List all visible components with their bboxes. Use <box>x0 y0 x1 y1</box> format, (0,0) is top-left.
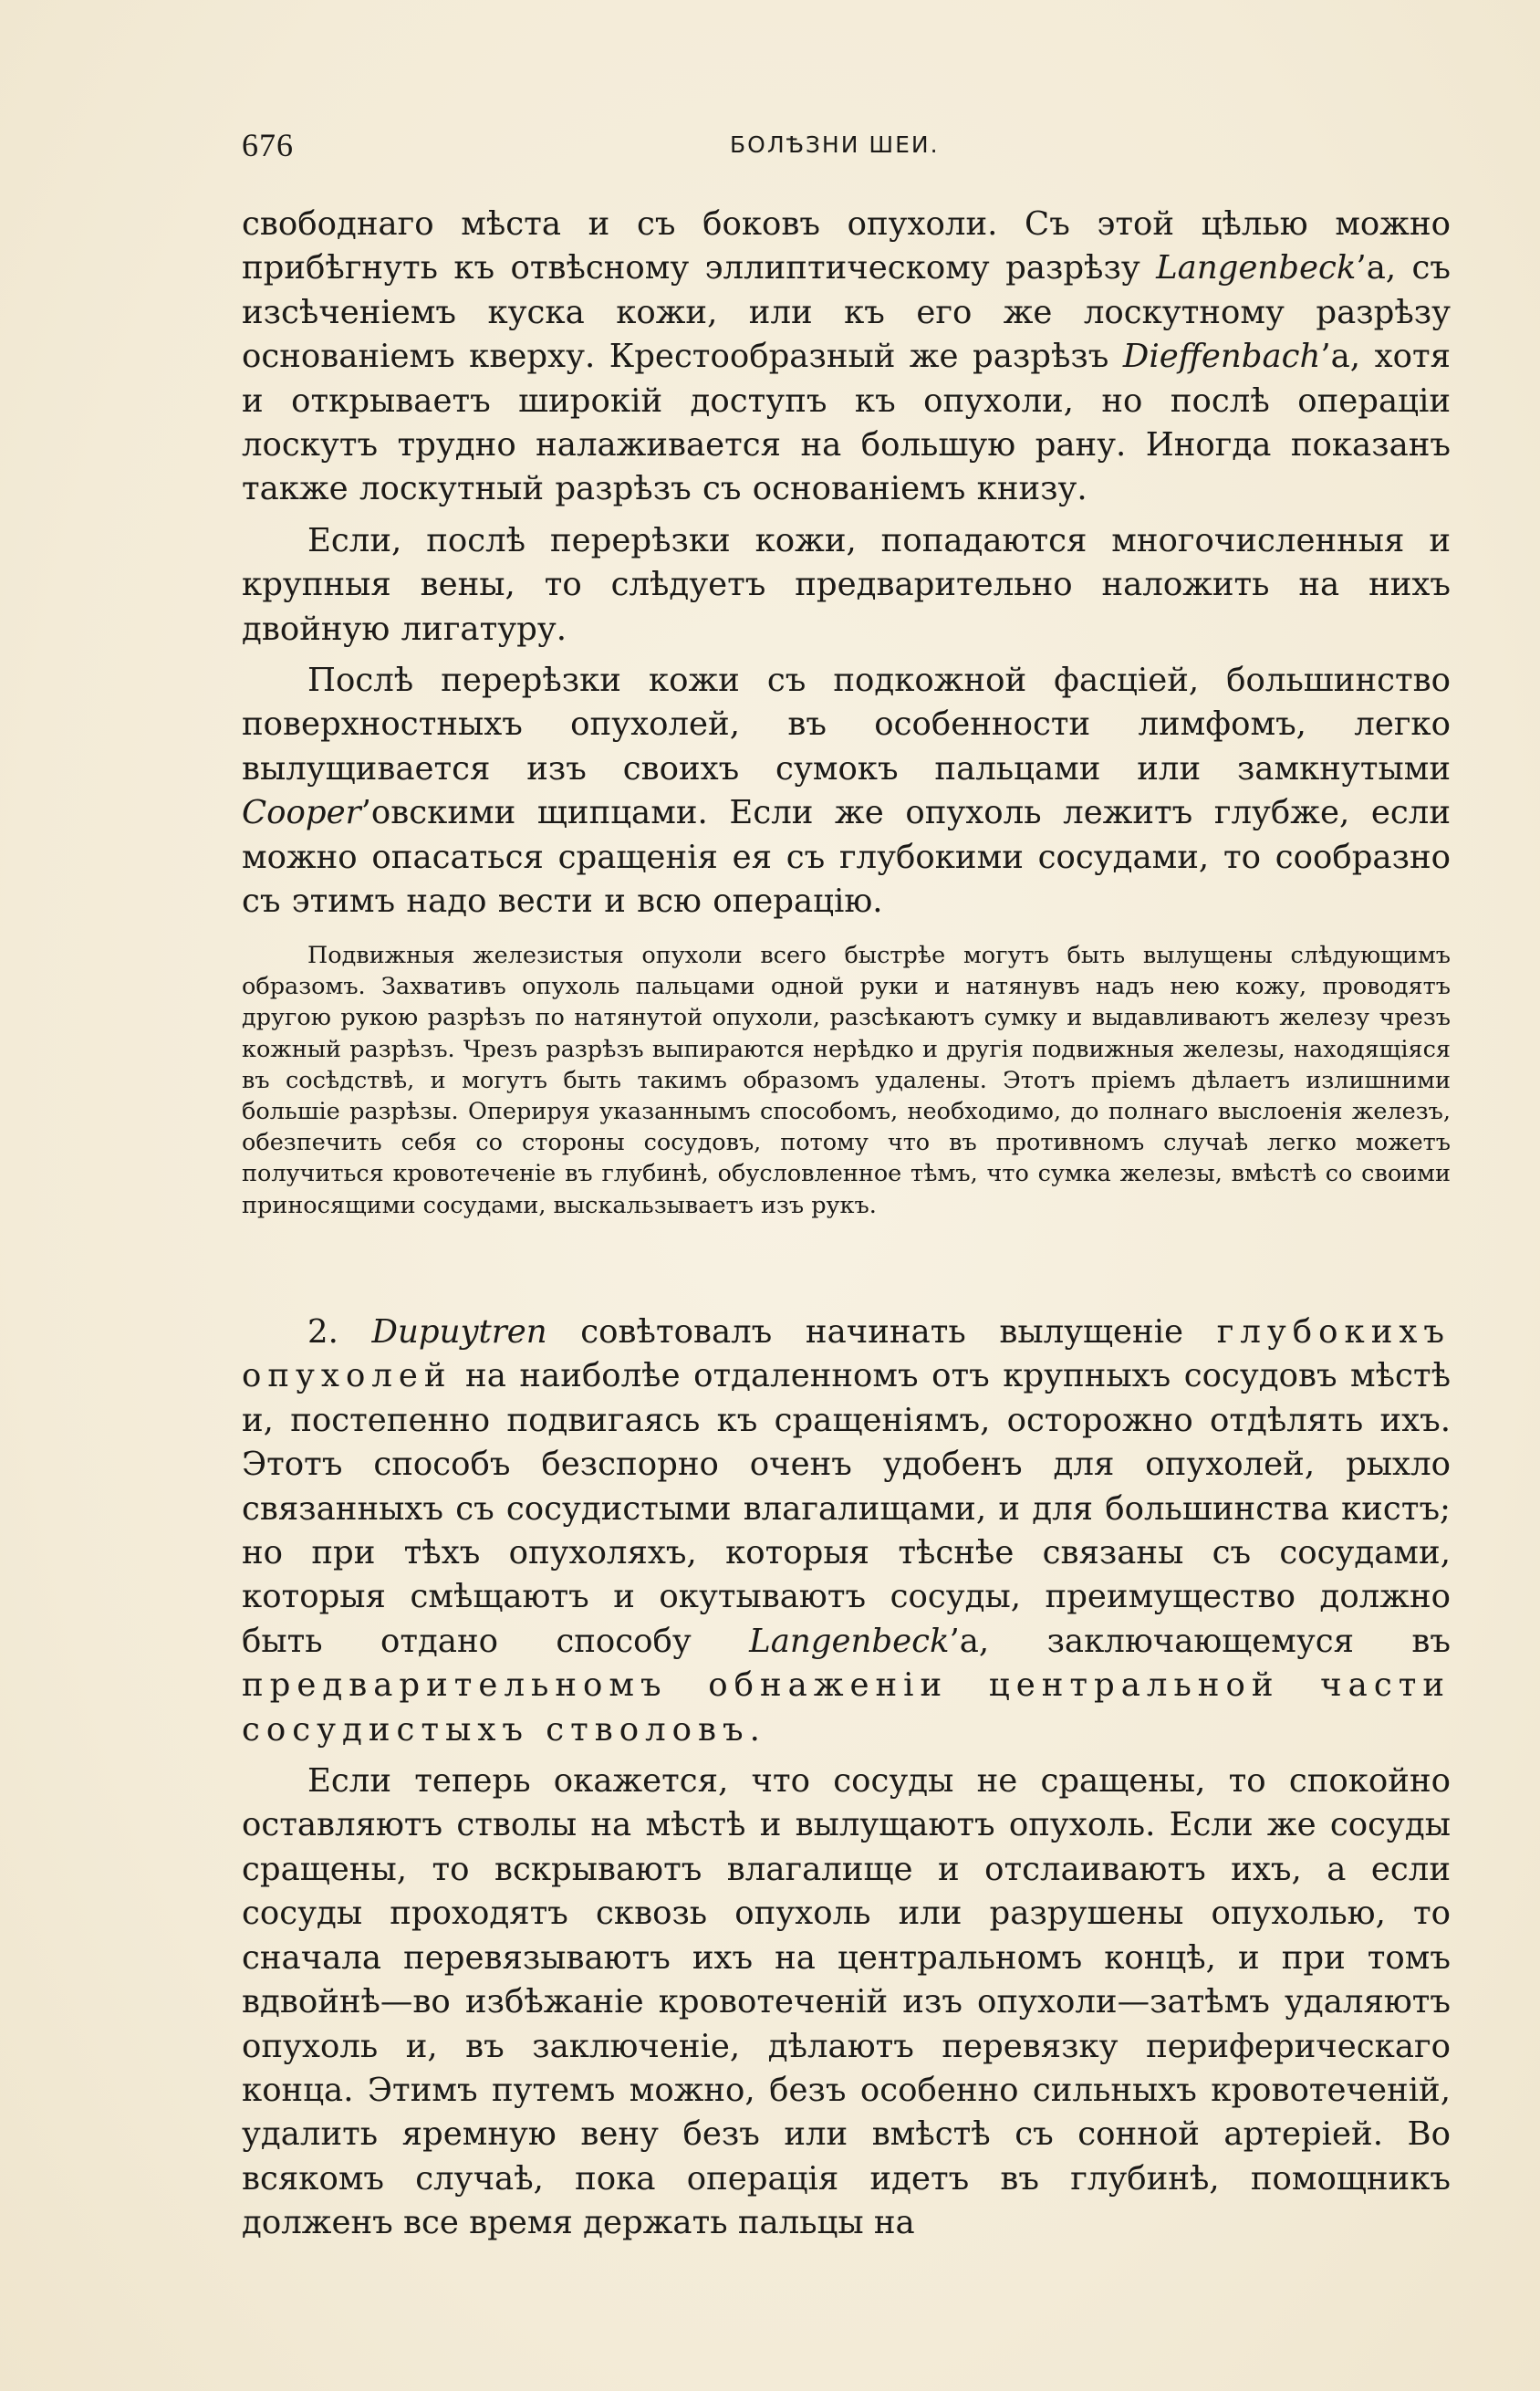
text-run: ’а, заключающемуся въ <box>949 1622 1451 1660</box>
small-print-note: Подвижныя железистыя опухоли всего быстрѣе могутъ быть вылущены слѣдующимъ образомъ. Захвативъ опухоль пальцами одной руки и натянувъ надъ нею кожу, проводятъ другою рукою разрѣзъ по натянутой опухоли, разсѣкаютъ сумку и выдавливаютъ железу чрезъ кожный разрѣзъ. Чрезъ разрѣзъ выпираются нерѣдко и другія подвижныя железы, находящіяся въ сосѣдствѣ, и могутъ быть такимъ образомъ удалены. Этотъ пріемъ дѣлаетъ излишними большіе разрѣзы. Оперируя указаннымъ способомъ, необходимо, до полнаго выслоенія железъ, обезпечить себя со стороны сосудовъ, потому что въ противномъ случаѣ легко можетъ получиться кровотеченіе въ глубинѣ, обусловленное тѣмъ, что сумка железы, вмѣстѣ со своими приносящими сосудами, выскальзываетъ изъ рукъ. <box>242 942 1451 1219</box>
text-run: Послѣ перерѣзки кожи съ подкожной фасціей, большинство поверхностныхъ опухолей, въ особенности лимфомъ, легко вылущивается изъ своихъ сумокъ пальцами или замкнутыми <box>242 662 1451 788</box>
text-run: совѣтовалъ начинать вылущеніе <box>546 1313 1217 1351</box>
author-name: Langenbeck <box>749 1622 950 1660</box>
running-title: БОЛѢЗНИ ШЕИ. <box>730 131 940 158</box>
text-run: ’овскими щипцами. Если же опухоль лежитъ глубже, если можно опасаться сращенія ея съ глубокими сосудами, то сообразно съ этимъ надо вести и всю операцію. <box>242 794 1451 921</box>
text-run: . <box>749 1710 760 1749</box>
text-run: свободнаго мѣста и съ боковъ опухоли. Съ этой цѣлью можно прибѣгнуть къ отвѣсному эллиптическому разрѣзу <box>242 205 1451 287</box>
page-number: 676 <box>242 127 294 163</box>
author-name: Langenbeck <box>1156 249 1357 287</box>
main-text-lower <box>242 1310 1451 2246</box>
page-header <box>242 126 1455 162</box>
author-name: Cooper <box>242 794 361 832</box>
paragraph-3 <box>242 659 1451 924</box>
text-run: на наиболѣе отдаленномъ отъ крупныхъ сосудовъ мѣстѣ и, постепенно подвигаясь къ сращеніямъ, осторожно отдѣлять ихъ. Этотъ способъ безспорно оченъ удобенъ для опухолей, рыхло связанныхъ съ сосудистыми влагалищами, и для большинства кистъ; но при тѣхъ опухоляхъ, которыя тѣснѣе связаны съ сосудами, которыя смѣщаютъ и окутываютъ сосуды, преимущество должно быть отдано способу <box>242 1357 1451 1660</box>
text-run: ’а, съ изсѣченіемъ куска кожи, или къ его же лоскутному разрѣзу основаніемъ кверху. Крестообразный же разрѣзъ <box>242 249 1451 376</box>
list-number: 2. <box>307 1313 372 1351</box>
emphasized-text: предварительномъ обнаженіи центральной части сосудистыхъ стволовъ <box>242 1666 1451 1749</box>
author-name: Dieffenbach <box>1122 338 1321 376</box>
paragraph-4 <box>242 1310 1451 1752</box>
emphasized-text: глубокихъ опухолей <box>242 1313 1451 1395</box>
paragraph-2: Если, послѣ перерѣзки кожи, попадаются многочисленныя и крупныя вены, то слѣдуетъ предварительно наложить на нихъ двойную лигатуру. <box>242 521 1451 648</box>
author-name: Dupuytren <box>371 1313 547 1351</box>
paragraph-1 <box>242 203 1451 512</box>
main-text-upper <box>242 203 1451 924</box>
text-run: ’а, хотя и открываетъ широкій доступъ къ опухоли, но послѣ операціи лоскутъ трудно налаживается на большую рану. Иногда показанъ также лоскутный разрѣзъ съ основаніемъ книзу. <box>242 338 1452 508</box>
paragraph-5: Если теперь окажется, что сосуды не сращены, то спокойно оставляютъ стволы на мѣстѣ и вылущаютъ опухоль. Если же сосуды сращены, то вскрываютъ влагалище и отслаиваютъ ихъ, а если сосуды проходятъ сквозь опухоль или разрушены опухолью, то сначала перевязываютъ ихъ на центральномъ концѣ, и при томъ вдвойнѣ—во избѣжаніе кровотеченій изъ опухоли—затѣмъ удаляютъ опухоль и, въ заключеніе, дѣлаютъ перевязку периферическаго конца. Этимъ путемъ можно, безъ особенно сильныхъ кровотеченій, удалить яремную вену безъ или вмѣстѣ съ сонной артеріей. Во всякомъ случаѣ, пока операція идетъ въ глубинѣ, помощникъ долженъ все время держать пальцы на <box>242 1762 1451 2242</box>
